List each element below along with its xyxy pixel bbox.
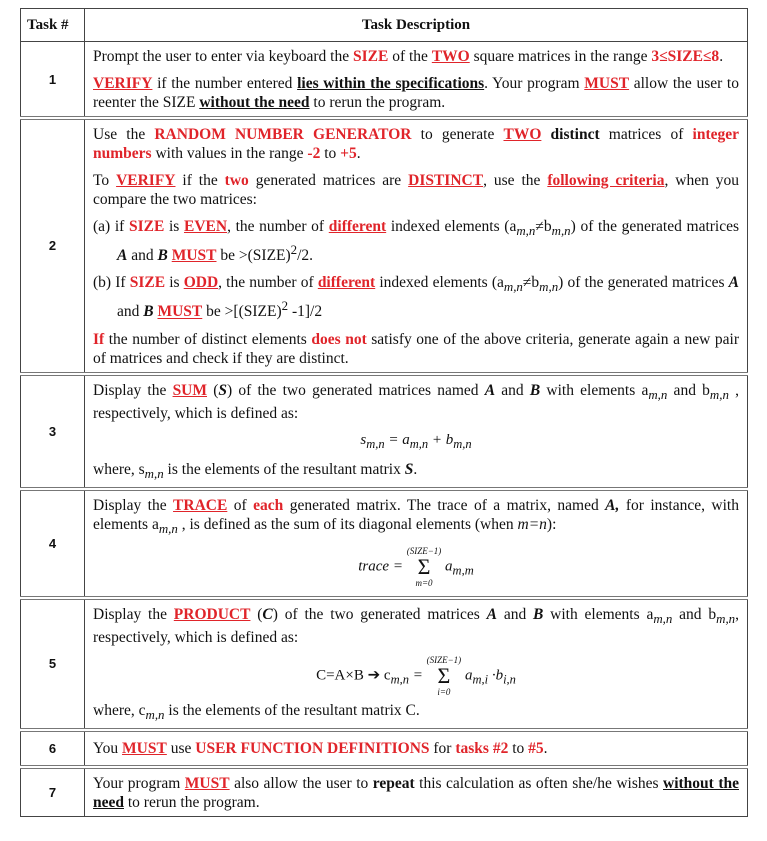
header-task-number: Task # [21, 9, 85, 42]
table-row [21, 118, 748, 374]
paragraph: Use the RANDOM NUMBER GENERATOR to generate TWO distinct matrices of integer numbers with values in the range -2 to +5. [93, 126, 739, 162]
task-description [85, 42, 748, 119]
task-description [85, 730, 748, 767]
table-row [21, 489, 748, 598]
paragraph: Display the PRODUCT (C) of the two generated matrices A and B with elements $a_{m,n}$ and $b_{m,n}$, respectively, which is defined as: [93, 605, 740, 646]
criterion-b: (b) If SIZE is ODD, the number of different indexed elements $(a_{m,n}\ne b_{m,n})$ of the generated matrices A and B MUST be >[(SIZE)$^2$ -1]/2 [93, 274, 740, 321]
task-number: 7 [21, 767, 85, 817]
task-number: 6 [21, 730, 85, 767]
sigma-icon: (SIZE−1) Σ m=0 [406, 545, 442, 588]
paragraph: VERIFY if the number entered lies within the specifications. Your program MUST allow the user to reenter the SIZE without the need to rerun the program. [93, 75, 739, 111]
task-number: 2 [21, 118, 85, 374]
table-row [21, 767, 748, 817]
table-row [21, 598, 748, 730]
task-number: 4 [21, 489, 85, 598]
task-number: 5 [21, 598, 85, 730]
table-row [21, 42, 748, 119]
product-equation: C=A×B ➔ $c_{m,n}$ = (SIZE−1) Σ i=0 $a_{m,i} \cdot b_{i,n}$ [316, 654, 516, 697]
table-row [21, 374, 748, 489]
table-row [21, 730, 748, 767]
trace-equation: trace = (SIZE−1) Σ m=0 $a_{m,m}$ [358, 545, 474, 588]
paragraph: You MUST use USER FUNCTION DEFINITIONS for tasks #2 to #5. [93, 739, 548, 757]
paragraph: Display the TRACE of each generated matrix. The trace of a matrix, named A, for instance, with elements $a_{m,n}$ , is defined as the sum of its diagonal elements (when m=n): [93, 496, 739, 536]
sigma-icon: (SIZE−1) Σ i=0 [426, 654, 462, 697]
paragraph: Your program MUST also allow the user to repeat this calculation as often she/he wishes without the need to rerun the program. [93, 774, 739, 811]
task-number: 1 [21, 42, 85, 119]
task-description [85, 598, 748, 730]
paragraph: If the number of distinct elements does not satisfy one of the above criteria, generate again a new pair of matrices and check if they are distinct. [93, 330, 739, 367]
task-description [85, 118, 748, 374]
sum-equation: $s_{m,n} = a_{m,n} + b_{m,n}$ [360, 431, 472, 451]
task-table [20, 8, 748, 817]
paragraph: Prompt the user to enter via keyboard the SIZE of the TWO square matrices in the range 3≤SIZE≤8. [93, 48, 724, 65]
paragraph: where, $s_{m,n}$ is the elements of the resultant matrix S. [93, 460, 418, 481]
task-description [85, 767, 748, 817]
paragraph: Display the SUM (S) of the two generated matrices named A and B with elements $a_{m,n}$ and $b_{m,n}$ , respectively, which is defined as: [93, 381, 739, 422]
task-description [85, 374, 748, 489]
task-description [85, 489, 748, 598]
table-header [21, 9, 748, 42]
task-number: 3 [21, 374, 85, 489]
criterion-a: (a) if SIZE is EVEN, the number of different indexed elements $(a_{m,n}\ne b_{m,n})$ of the generated matrices A and B MUST be >(SIZE)$^2$/2. [93, 218, 740, 265]
paragraph: where, $c_{m,n}$ is the elements of the resultant matrix C. [93, 701, 420, 722]
header-task-description: Task Description [85, 9, 748, 42]
paragraph: To VERIFY if the two generated matrices are DISTINCT, use the following criteria, when you compare the two matrices: [93, 172, 739, 208]
